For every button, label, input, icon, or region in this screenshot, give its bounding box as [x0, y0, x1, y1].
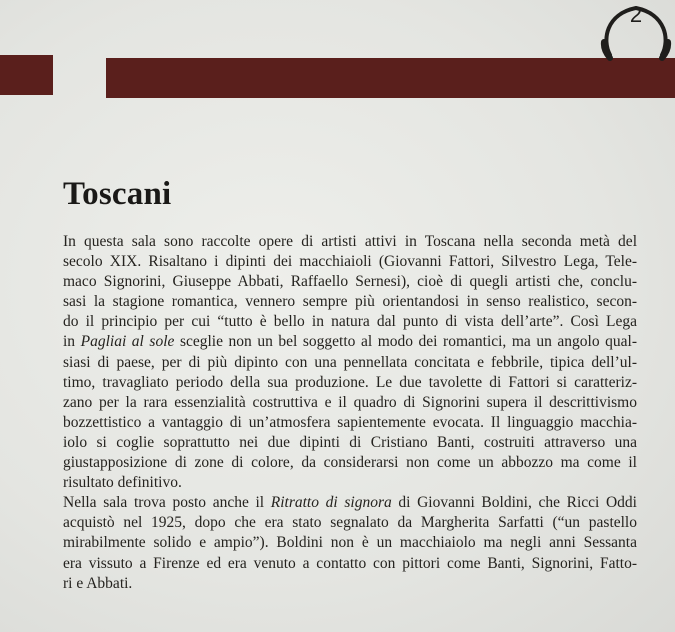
text-segment: In questa sala sono raccolte opere di artisti attivi in Toscana nella seconda metà del [63, 233, 637, 250]
text-line [63, 473, 637, 493]
paragraph-1 [63, 232, 637, 493]
text-segment: giustapposizione di zone di colore, da considerarsi non come un abbozzo ma come il [63, 454, 637, 472]
text-segment: sasi la stagione romantica, vennero sempre più orientandosi in senso realistico, secon- [63, 293, 637, 311]
paragraph-2 [63, 493, 637, 593]
accent-bar-left [0, 55, 53, 95]
text-segment: secolo XIX. Risaltano i dipinti dei macchiaioli (Giovanni Fattori, Silvestro Lega, Tele- [63, 253, 637, 271]
text-line [63, 554, 637, 574]
artwork-title: Ritratto di signora [270, 494, 392, 512]
audio-guide-number: 2 [629, 2, 643, 27]
text-segment: Nella sala trova posto anche il [63, 494, 271, 512]
description-text [63, 232, 637, 594]
text-line [63, 393, 637, 413]
text-segment: ri e Abbati. [63, 574, 133, 592]
text-segment: siasi di paese, per di più dipinto con una pennellata concitata e febbrile, tipica dell’ul- [63, 353, 637, 371]
accent-bar-right [106, 58, 675, 98]
text-segment: do il principio per cui “tutto è bello in natura dal punto di vista dell’arte”. Così Lega [63, 313, 637, 331]
artwork-title: Pagliai al sole [80, 333, 175, 351]
text-segment: iolo si coglie soprattutto nei due dipinti di Cristiano Banti, costruiti attraverso una [63, 433, 637, 451]
text-line [63, 292, 637, 312]
text-line [63, 252, 637, 272]
text-segment: in [63, 333, 81, 351]
text-line [63, 272, 637, 292]
text-segment: acquistò nel 1925, dopo che era stato segnalato da Margherita Sarfatti (“un pastello [63, 514, 637, 532]
text-line [63, 513, 637, 533]
text-line [63, 312, 637, 332]
text-segment: timo, travagliato periodo della sua produzione. Le due tavolette di Fattori si caratteriz- [63, 373, 637, 391]
text-segment: bozzettistico a vantaggio di un’atmosfera sapientemente evocata. Il linguaggio macchia- [63, 413, 637, 431]
section-title: Toscani [63, 176, 172, 212]
text-segment: era vissuto a Firenze ed era venuto a contatto con pittori come Banti, Signorini, Fatto- [63, 554, 637, 572]
text-segment: sceglie non un bel soggetto al modo dei romantici, ma un angolo qual- [174, 333, 637, 351]
text-line [63, 493, 637, 513]
text-line [63, 574, 637, 594]
text-line [63, 332, 637, 352]
text-line [63, 453, 637, 473]
text-segment: maco Signorini, Giuseppe Abbati, Raffaello Sernesi), cioè di quegli artisti che, conclu- [63, 273, 637, 291]
text-line [63, 413, 637, 433]
text-segment: mirabilmente solido e ampio”). Boldini non è un macchiaiolo ma negli anni Sessanta [63, 534, 637, 552]
text-line [63, 433, 637, 453]
text-line [63, 353, 637, 373]
text-line [63, 232, 637, 252]
text-segment: zano per la rara essenzialità costruttiva e il quadro di Signorini supera il descrittivismo [63, 393, 637, 411]
text-line [63, 373, 637, 393]
text-segment: di Giovanni Boldini, che Ricci Oddi [391, 494, 637, 512]
text-segment: risultato definitivo. [63, 474, 182, 492]
text-line [63, 533, 637, 553]
